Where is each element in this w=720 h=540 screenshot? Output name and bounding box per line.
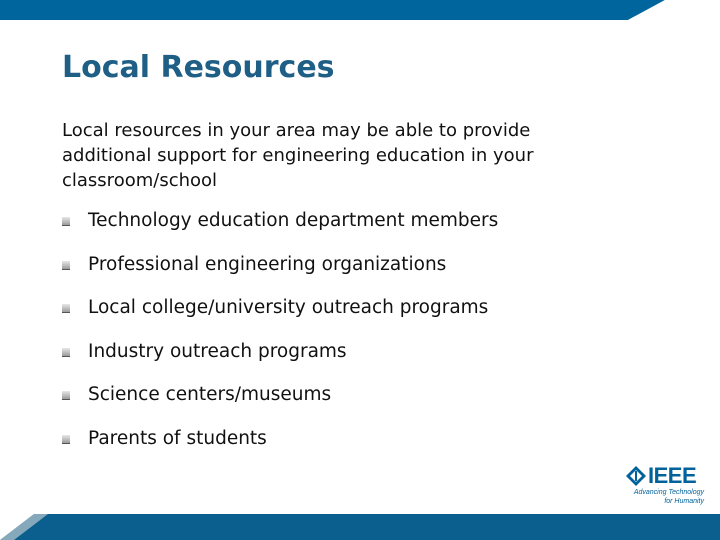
page-title: Local Resources: [62, 50, 335, 85]
list-item-text: Local college/university outreach programs: [88, 297, 489, 318]
logo-tagline: [626, 488, 708, 506]
bullet-square-icon: [62, 217, 70, 226]
list-item: [62, 337, 498, 381]
list-item: [62, 380, 498, 424]
intro-paragraph: Local resources in your area may be able to provide additional support for engineering education in your classroom/school: [62, 120, 534, 191]
ieee-diamond-icon: [626, 466, 646, 486]
ieee-logo: [626, 464, 708, 510]
bullet-square-icon: [62, 304, 70, 313]
tagline-line-2: for Humanity: [664, 498, 704, 505]
list-item: [62, 424, 498, 468]
bullet-square-icon: [62, 348, 70, 357]
list-item: [62, 206, 498, 250]
list-item-text: Science centers/museums: [88, 384, 332, 405]
resource-list: [62, 206, 498, 467]
list-item: [62, 250, 498, 294]
list-item: [62, 293, 498, 337]
bullet-square-icon: [62, 435, 70, 444]
tagline-line-1: Advancing Technology: [633, 489, 704, 496]
bottom-banner: [0, 514, 720, 540]
bullet-square-icon: [62, 261, 70, 270]
bullet-square-icon: [62, 391, 70, 400]
list-item-text: Technology education department members: [88, 210, 499, 231]
list-item-text: Parents of students: [88, 427, 267, 449]
top-banner: [0, 0, 720, 20]
list-item-text: Industry outreach programs: [88, 340, 347, 362]
logo-wordmark: IEEE: [648, 463, 697, 488]
list-item-text: Professional engineering organizations: [88, 253, 447, 275]
